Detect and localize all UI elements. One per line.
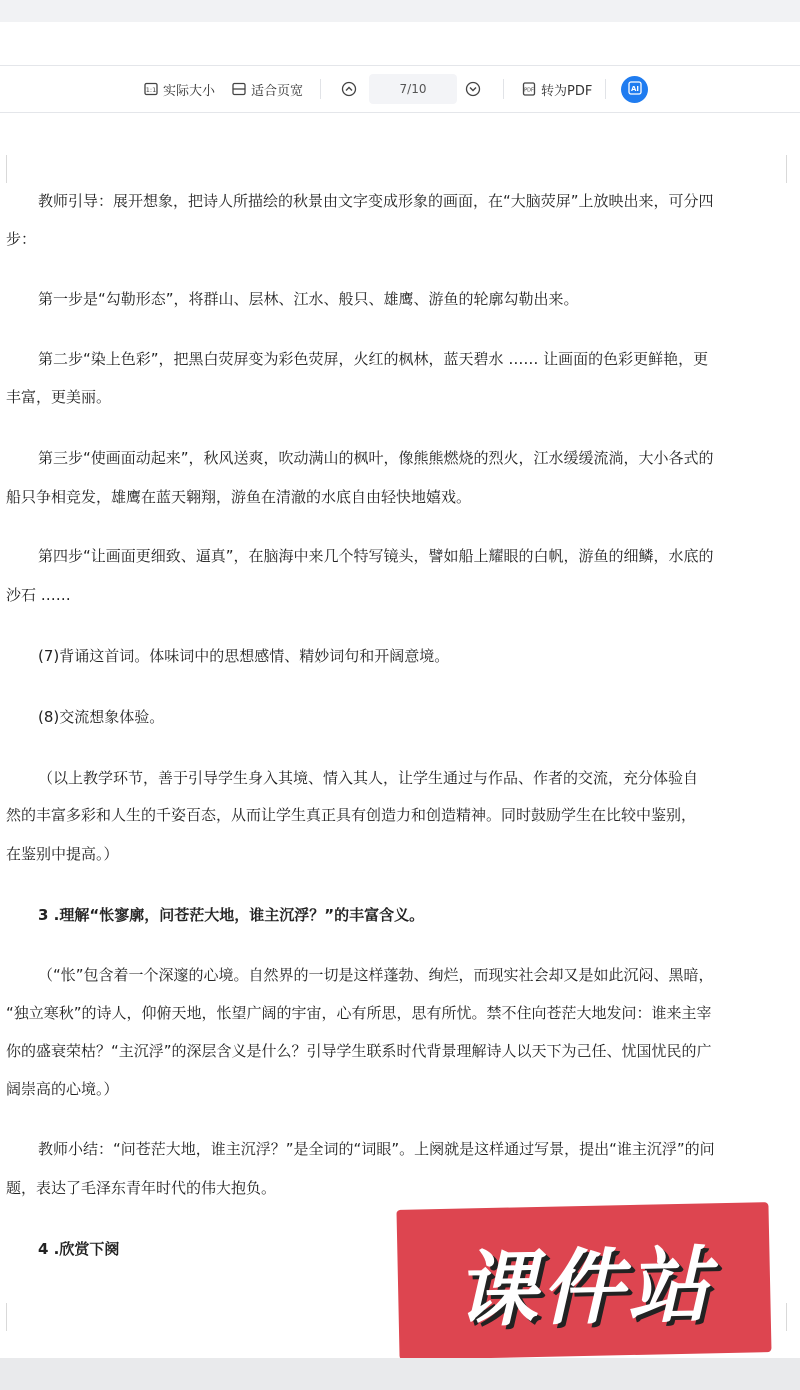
section-heading: 4 .欣赏下阕 <box>38 1240 120 1258</box>
page-indicator[interactable] <box>369 74 457 104</box>
to-pdf-button[interactable] <box>522 66 592 112</box>
paragraph-line: （以上教学环节，善于引导学生身入其境、情入其人，让学生通过与作品、作者的交流，充分体验自 <box>38 769 699 787</box>
paragraph-line: 步： <box>6 230 37 248</box>
page-number-text: 7/10 <box>399 82 427 96</box>
paragraph-line: 题，表达了毛泽东青年时代的伟大抱负。 <box>6 1179 277 1197</box>
paragraph-line: 船只争相竞发，雄鹰在蓝天翱翔，游鱼在清澈的水底自由轻快地嬉戏。 <box>6 488 472 506</box>
prev-page-button[interactable] <box>341 66 362 112</box>
svg-text:PDF: PDF <box>524 87 534 94</box>
bottom-bar <box>0 1358 800 1390</box>
toolbar-divider <box>320 79 321 99</box>
next-page-icon <box>465 81 481 97</box>
fit-width-label: 适合页宽 <box>251 83 304 99</box>
paragraph-line: 阔崇高的心境。） <box>6 1080 119 1098</box>
paragraph-line: 第二步“染上色彩”，把黑白荧屏变为彩色荧屏，火红的枫林，蓝天碧水 …… 让画面的色彩更鲜艳，更 <box>38 350 709 368</box>
paragraph-line: 第一步是“勾勒形态”，将群山、层林、江水、般只、雄鹰、游鱼的轮廓勾勒出来。 <box>38 290 579 308</box>
paragraph-line: 你的盛衰荣枯？“主沉浮”的深层含义是什么？引导学生联系时代背景理解诗人以天下为己任、忧国忧民的广 <box>6 1042 712 1060</box>
paragraph-line: 在鉴别中提高。） <box>6 845 119 863</box>
watermark-text: 课件站 <box>454 1237 715 1339</box>
actual-size-button[interactable] <box>144 66 215 112</box>
top-strip <box>0 0 800 22</box>
paragraph-line: 然的丰富多彩和人生的千姿百态，从而让学生真正具有创造力和创造精神。同时鼓励学生在比较中鉴别， <box>6 806 697 824</box>
fit-width-button[interactable] <box>232 66 303 112</box>
page-corner-mark <box>786 1303 787 1331</box>
paragraph-line: 教师引导：展开想象，把诗人所描绘的秋景由文字变成形象的画面，在“大脑荧屏”上放映出来，可分四 <box>38 192 714 210</box>
paragraph-line: 教师小结：“问苍茫大地，谁主沉浮？”是全词的“词眼”。上阕就是这样通过写景，提出“谁主沉浮”的问 <box>38 1140 715 1158</box>
paragraph-line: (7)背诵这首词。体味词中的思想感情、精妙词句和开阔意境。 <box>38 647 450 665</box>
paragraph-line: 沙石 …… <box>6 586 71 604</box>
viewer-toolbar <box>0 65 800 113</box>
actual-size-label: 实际大小 <box>163 83 216 99</box>
watermark-stamp <box>396 1202 771 1360</box>
actual-size-icon <box>144 82 158 96</box>
paragraph-line: 第四步“让画面更细致、逼真”，在脑海中来几个特写镜头，譬如船上耀眼的白帆，游鱼的细鳞，水底的 <box>38 547 714 565</box>
paragraph-line: 丰富，更美丽。 <box>6 388 112 406</box>
prev-page-icon <box>341 81 357 97</box>
toolbar-divider <box>605 79 606 99</box>
next-page-button[interactable] <box>465 66 486 112</box>
pdf-icon <box>522 82 536 96</box>
page-corner-mark <box>6 155 7 183</box>
paragraph-line: （“怅”包含着一个深邃的心境。自然界的一切是这样蓬勃、绚烂，而现实社会却又是如此沉闷、黑暗， <box>38 966 714 984</box>
fit-width-icon <box>232 82 246 96</box>
svg-text:1:1: 1:1 <box>145 86 157 94</box>
paragraph-line: 第三步“使画面动起来”，秋风送爽，吹动满山的枫叶，像熊熊燃烧的烈火，江水缓缓流淌，大小各式的 <box>38 449 714 467</box>
ai-icon <box>627 80 643 100</box>
toolbar-divider <box>503 79 504 99</box>
to-pdf-label: 转为PDF <box>541 83 593 99</box>
paragraph-line: “独立寒秋”的诗人，仰俯天地，怅望广阔的宇宙，心有所思，思有所忧。禁不住向苍茫大地发问：谁来主宰 <box>6 1004 712 1022</box>
ai-assistant-button[interactable] <box>621 76 648 103</box>
svg-text:AI: AI <box>630 84 639 93</box>
page-corner-mark <box>6 1303 7 1331</box>
paragraph-line: (8)交流想象体验。 <box>38 708 165 726</box>
section-heading: 3 .理解“怅寥廓，问苍茫大地，谁主沉浮？”的丰富含义。 <box>38 906 425 924</box>
page-corner-mark <box>786 155 787 183</box>
